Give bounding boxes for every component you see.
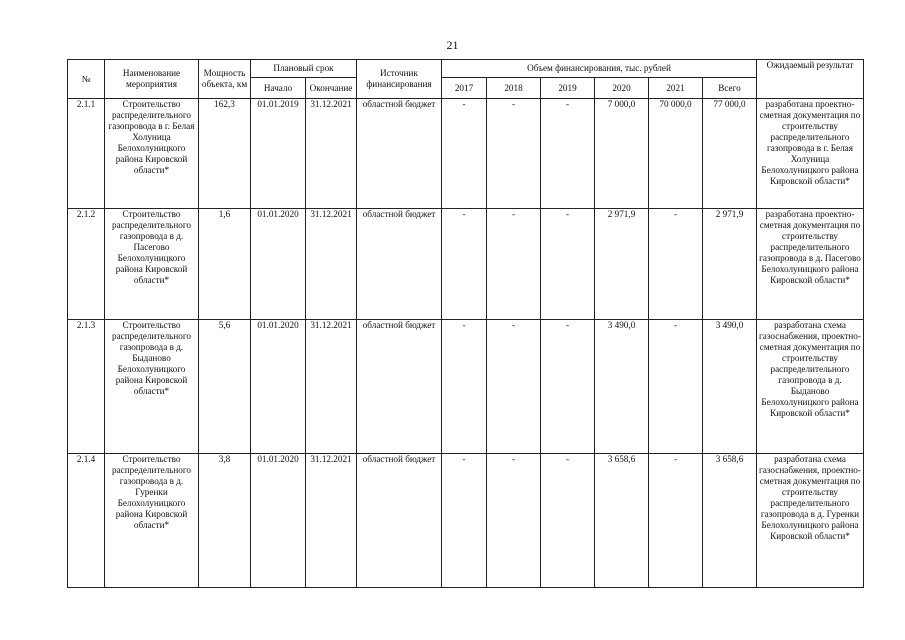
row-result: разработана проектно-сметная документация по строительству распределительного газопровода в д. Пасегово Белохолуницкого района Кировской области* [757, 209, 864, 320]
header-year-2017: 2017 [442, 78, 487, 99]
row-value-2019: - [541, 99, 595, 209]
row-start: 01.01.2019 [251, 99, 306, 209]
table-row [68, 320, 864, 454]
header-row-top [68, 60, 864, 78]
table-row [68, 99, 864, 209]
row-capacity: 3,8 [199, 454, 251, 588]
header-name: Наименование мероприятия [105, 60, 199, 99]
row-value-2021: 70 000,0 [649, 99, 703, 209]
row-value-2017: - [442, 320, 487, 454]
row-num: 2.1.2 [68, 209, 105, 320]
row-end: 31.12.2021 [306, 99, 357, 209]
table-row [68, 209, 864, 320]
row-source: областной бюджет [357, 320, 442, 454]
row-value-total: 2 971,9 [703, 209, 757, 320]
header-year-2021: 2021 [649, 78, 703, 99]
row-value-2020: 7 000,0 [595, 99, 649, 209]
funding-table [67, 59, 864, 588]
row-value-2017: - [442, 209, 487, 320]
row-result: разработана схема газоснабжения, проектно-сметная документация по строительству распределительного газопровода в д. Гуренки Белохолуницкого района Кировской области* [757, 454, 864, 588]
row-value-total: 77 000,0 [703, 99, 757, 209]
row-value-2020: 2 971,9 [595, 209, 649, 320]
header-result: Ожидаемый результат [757, 60, 864, 99]
row-num: 2.1.4 [68, 454, 105, 588]
header-year-2020: 2020 [595, 78, 649, 99]
header-capacity: Мощность объекта, км [199, 60, 251, 99]
row-name: Строительство распределительного газопровода в г. Белая Холуница Белохолуницкого района Кировской области* [105, 99, 199, 209]
row-value-total: 3 490,0 [703, 320, 757, 454]
header-funding: Объем финансирования, тыс. рублей [442, 60, 757, 78]
table-row [68, 454, 864, 588]
row-capacity: 162,3 [199, 99, 251, 209]
row-value-total: 3 658,6 [703, 454, 757, 588]
row-capacity: 1,6 [199, 209, 251, 320]
header-start: Начало [251, 78, 306, 99]
row-value-2018: - [487, 99, 541, 209]
row-name: Строительство распределительного газопровода в д. Быданово Белохолуницкого района Кировской области* [105, 320, 199, 454]
header-year-2019: 2019 [541, 78, 595, 99]
row-value-2021: - [649, 454, 703, 588]
row-start: 01.01.2020 [251, 209, 306, 320]
row-value-2021: - [649, 209, 703, 320]
row-value-2018: - [487, 320, 541, 454]
page-number: 21 [446, 38, 459, 52]
row-end: 31.12.2021 [306, 209, 357, 320]
row-name: Строительство распределительного газопровода в д. Пасегово Белохолуницкого района Кировской области* [105, 209, 199, 320]
row-value-2018: - [487, 209, 541, 320]
row-source: областной бюджет [357, 99, 442, 209]
row-result: разработана проектно-сметная документация по строительству распределительного газопровода в г. Белая Холуница Белохолуницкого района Кировской области* [757, 99, 864, 209]
row-value-2017: - [442, 99, 487, 209]
header-end: Окончание [306, 78, 357, 99]
row-end: 31.12.2021 [306, 320, 357, 454]
header-total: Всего [703, 78, 757, 99]
row-start: 01.01.2020 [251, 320, 306, 454]
row-value-2021: - [649, 320, 703, 454]
row-result: разработана схема газоснабжения, проектно-сметная документация по строительству распределительного газопровода в д. Быданово Белохолуницкого района Кировской области* [757, 320, 864, 454]
row-start: 01.01.2020 [251, 454, 306, 588]
header-year-2018: 2018 [487, 78, 541, 99]
row-value-2017: - [442, 454, 487, 588]
row-source: областной бюджет [357, 209, 442, 320]
header-source: Источник финансирования [357, 60, 442, 99]
row-value-2019: - [541, 454, 595, 588]
row-value-2020: 3 658,6 [595, 454, 649, 588]
header-planned-term: Плановый срок [251, 60, 357, 78]
row-num: 2.1.3 [68, 320, 105, 454]
row-source: областной бюджет [357, 454, 442, 588]
row-value-2019: - [541, 209, 595, 320]
header-num: № [68, 60, 105, 99]
row-value-2020: 3 490,0 [595, 320, 649, 454]
row-name: Строительство распределительного газопровода в д. Гуренки Белохолуницкого района Кировской области* [105, 454, 199, 588]
row-capacity: 5,6 [199, 320, 251, 454]
row-num: 2.1.1 [68, 99, 105, 209]
row-value-2018: - [487, 454, 541, 588]
row-value-2019: - [541, 320, 595, 454]
row-end: 31.12.2021 [306, 454, 357, 588]
